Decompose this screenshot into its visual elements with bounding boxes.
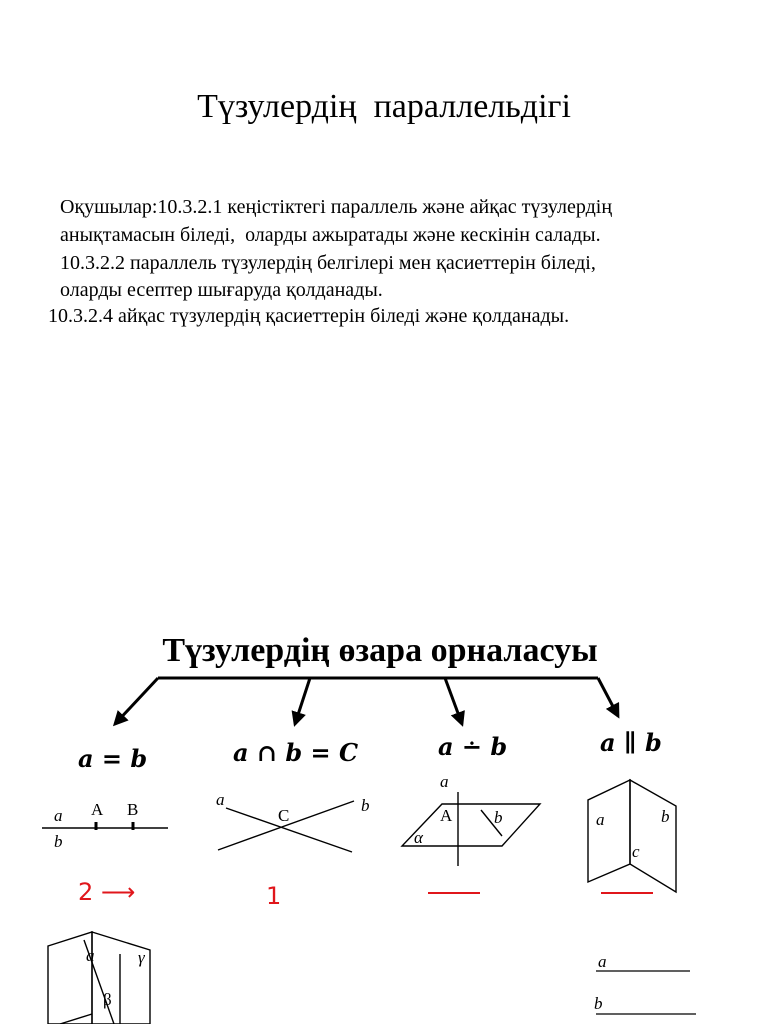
goal-line-3: 10.3.2.2 параллель түзулердің белгілері мен қасиеттерін біледі,	[60, 252, 596, 274]
label-b: b	[54, 832, 63, 851]
goal-line-1: Оқушылар:10.3.2.1 кеңістіктегі параллель және айқас түзулердің	[60, 196, 613, 218]
label-a: a	[86, 946, 95, 965]
figure-three-planes	[48, 932, 150, 1024]
label-a: a	[598, 952, 607, 971]
label-gamma: γ	[138, 948, 145, 967]
goal-line-4: оларды есептер шығаруда қолданады.	[60, 279, 383, 301]
label-b: b	[661, 807, 670, 826]
slide-title: Түзулердің параллельдігі	[197, 88, 571, 125]
label-a: a	[54, 806, 63, 825]
label-b: b	[594, 994, 603, 1013]
label-c: c	[632, 842, 640, 861]
bracket-arrows	[115, 678, 618, 724]
goal-line-5: 10.3.2.4 айқас түзулердің қасиеттерін біледі және қолданады.	[48, 305, 570, 327]
label-a: a	[596, 810, 605, 829]
relation-coincident: a = b	[78, 744, 148, 773]
label-b: b	[361, 796, 370, 815]
arrow-to-parallel	[598, 678, 618, 716]
figure-parallel-lines	[588, 780, 676, 892]
figure-parallel-pair	[596, 971, 696, 1014]
answer-intersecting: 1	[266, 882, 282, 910]
arrow-to-coincident	[115, 678, 158, 724]
relation-intersecting: a ∩ b = C	[233, 738, 359, 767]
section-title: Түзулердің өзара орналасуы	[162, 632, 598, 669]
relation-skew: a ∸ b	[438, 732, 508, 761]
label-alpha: α	[414, 828, 423, 847]
label-point-C: C	[278, 806, 290, 825]
label-point-A: A	[91, 800, 104, 819]
label-a: a	[440, 772, 449, 791]
arrow-to-skew	[445, 678, 462, 724]
goal-line-2: анықтамасын біледі, оларды ажыратады және кескінін салады.	[60, 224, 601, 246]
answer-coincident: 2 ⟶	[78, 878, 136, 906]
label-beta: β	[103, 990, 112, 1009]
relation-parallel: a ∥ b	[600, 728, 662, 757]
label-b: b	[494, 808, 503, 827]
label-point-B: B	[127, 800, 139, 819]
label-a: a	[216, 790, 225, 809]
label-point-A: A	[440, 806, 453, 825]
arrow-to-intersecting	[295, 678, 310, 724]
